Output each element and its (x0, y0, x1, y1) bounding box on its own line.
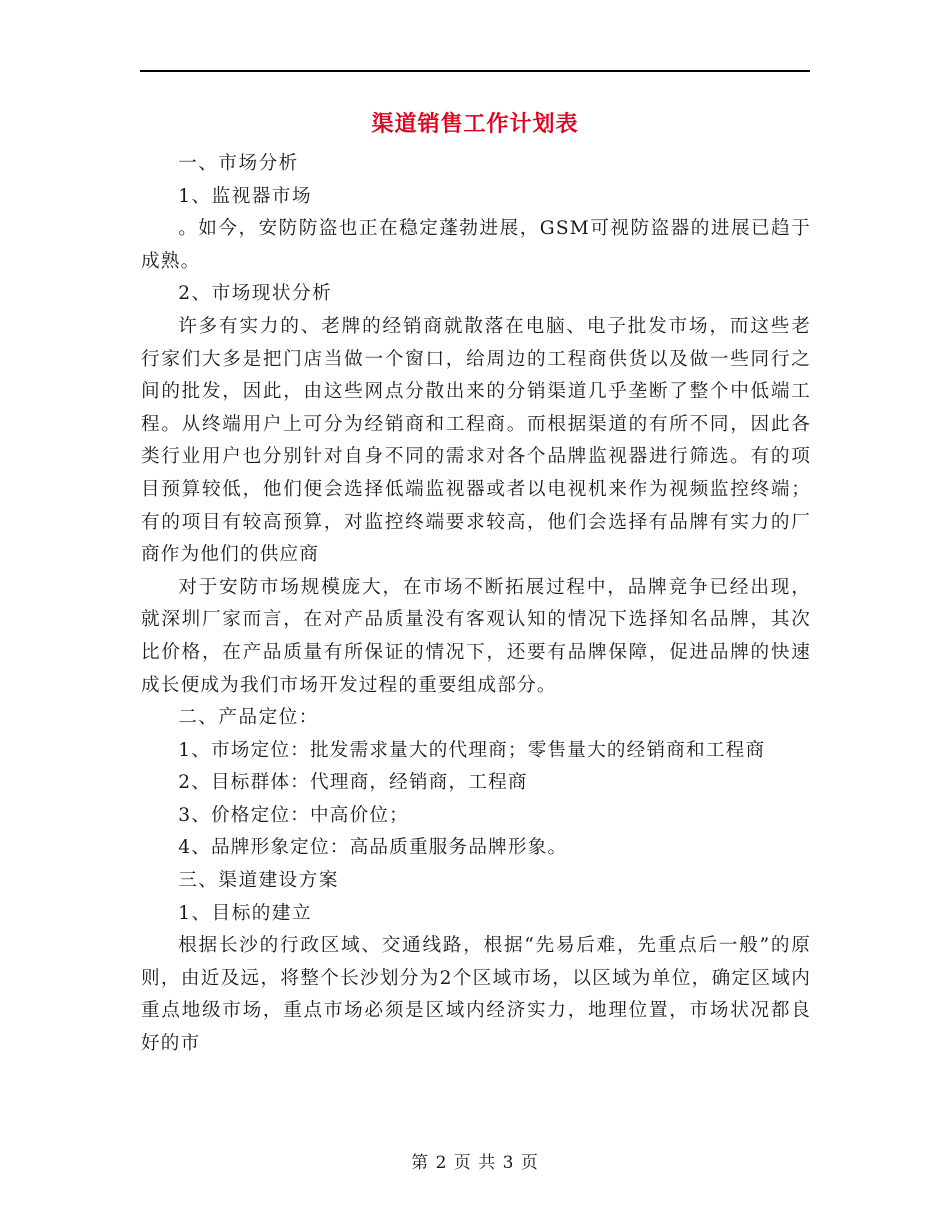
page-number-footer: 第 2 页 共 3 页 (411, 1153, 539, 1173)
paragraph-monitor-market: 。如今，安防防盗也正在稳定蓬勃进展，GSM可视防盗器的进展已趋于成熟。 (141, 218, 811, 272)
subheading-market-status: 2、市场现状分析 (178, 283, 333, 305)
paragraph-market-status: 许多有实力的、老牌的经销商就散落在电脑、电子批发市场，而这些老行家们大多是把门店当做一个窗口，给周边的工程商供货以及做一些同行之间的批发，因此，由这些网点分散出来的分销渠道几乎垄断了整个中低端工程。从终端用户上可分为经销商和工程商。而根据渠道的有所不同，因此各类行业用户也分别针对自身不同的需求对各个品牌监视器进行筛选。有的项目预算较低，他们便会选择低端监视器或者以电视机来作为视频监控终端；有的项目有较高预算，对监控终端要求较高，他们会选择有品牌有实力的厂商作为他们的供应商 (141, 315, 811, 566)
subheading-goal-setting: 1、目标的建立 (178, 902, 313, 924)
section-heading-channel-plan: 三、渠道建设方案 (178, 870, 339, 892)
header-rule (140, 70, 810, 72)
document-body (141, 148, 811, 1061)
list-item-brand-image: 4、品牌形象定位：高品质重服务品牌形象。 (178, 837, 568, 859)
paragraph-brand-competition: 对于安防市场规模庞大，在市场不断拓展过程中，品牌竞争已经出现，就深圳厂家而言，在对产品质量没有客观认知的情况下选择知名品牌，其次比价格，在产品质量有所保证的情况下，还要有品牌保障，促进品牌的快速成长便成为我们市场开发过程的重要组成部分。 (141, 576, 811, 696)
document-title: 渠道销售工作计划表 (371, 111, 579, 137)
section-heading-market-analysis: 一、市场分析 (178, 153, 299, 174)
section-heading-product-positioning: 二、产品定位： (178, 707, 319, 729)
subheading-monitor-market: 1、监视器市场 (178, 185, 313, 207)
list-item-price-positioning: 3、价格定位：中高价位； (178, 804, 409, 826)
paragraph-goal-setting: 根据长沙的行政区域、交通线路，根据“先易后难，先重点后一般”的原则，由近及远，将整个长沙划分为2个区域市场，以区域为单位，确定区域内重点地级市场，重点市场必须是区域内经济实力，地理位置，市场状况都良好的市 (141, 935, 811, 1055)
list-item-market-positioning: 1、市场定位：批发需求量大的代理商；零售量大的经销商和工程商 (178, 739, 766, 761)
list-item-target-group: 2、目标群体：代理商，经销商，工程商 (178, 772, 528, 794)
